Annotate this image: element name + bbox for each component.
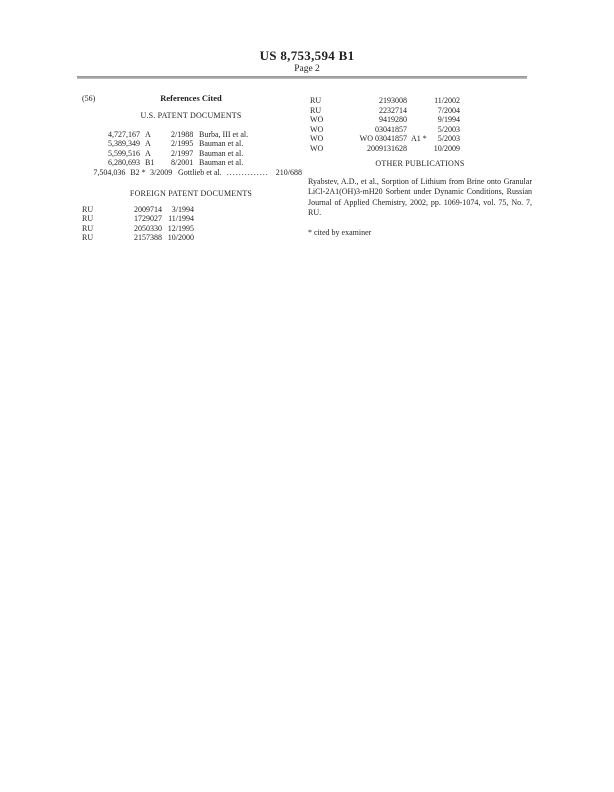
patent-number: 03041857	[375, 124, 407, 134]
references-cited-heading-row	[80, 94, 302, 104]
patent-inventor: Burba, III et al.	[199, 129, 249, 139]
kind-code-suffix	[407, 96, 432, 106]
us-patent-row	[80, 168, 302, 178]
foreign-patent-row	[80, 233, 302, 243]
us-patent-table	[80, 130, 302, 178]
kind-code-suffix	[407, 125, 432, 135]
us-patent-row	[80, 149, 302, 159]
header-divider-rule	[77, 76, 527, 79]
patent-date: 11/1994	[168, 214, 194, 223]
patent-kind-code: A	[145, 139, 151, 148]
country-code: RU	[82, 233, 94, 242]
patent-date: 10/2000	[167, 233, 194, 242]
patent-number: 7,504,036	[93, 167, 126, 177]
patent-number: 5,389,349	[108, 139, 140, 148]
page-number: Page 2	[294, 64, 320, 74]
kind-code-suffix: A1 *	[411, 134, 427, 143]
left-column	[80, 94, 302, 243]
patent-number: 4,727,167	[108, 129, 140, 139]
country-code: WO	[310, 143, 324, 153]
us-patent-row	[80, 130, 302, 140]
foreign-patent-documents-heading: FOREIGN PATENT DOCUMENTS	[129, 189, 253, 198]
foreign-patent-row	[308, 115, 532, 125]
field-code-56: (56)	[82, 94, 96, 103]
patent-date: 2/1997	[171, 148, 194, 158]
foreign-patent-row	[80, 205, 302, 215]
publication-citation: Ryabstev, A.D., et al., Sorption of Lithium from Brine onto Granular LiCl-2A1(OH)3-mH20 Sorbent under Dynamic Conditions, Russian Journal of Applied Chemistry, 2002, pp. 1069-1074, vol. 75, No. 7, RU.	[308, 176, 532, 217]
us-patent-documents-heading: U.S. PATENT DOCUMENTS	[140, 111, 242, 120]
patent-inventor: Bauman et al.	[199, 158, 244, 167]
us-patent-row	[80, 139, 302, 149]
patent-date: 9/1994	[437, 115, 460, 124]
patent-number: 2157388	[134, 233, 162, 242]
patent-date: 5/2003	[437, 134, 460, 143]
patent-number: 5,599,516	[108, 148, 140, 158]
country-code: RU	[82, 214, 94, 223]
patent-kind-code: B1	[145, 158, 155, 167]
patent-date: 5/2003	[437, 124, 460, 134]
patent-inventor: Bauman et al.	[199, 139, 244, 148]
foreign-patent-row	[308, 134, 532, 144]
patent-kind-code: A	[145, 129, 151, 139]
patent-number: WO 03041857	[359, 134, 407, 143]
patent-number: 2009131628	[367, 143, 407, 153]
foreign-patent-row	[308, 96, 532, 106]
patent-date: 10/2009	[433, 143, 460, 153]
patent-date: 3/2009	[150, 167, 173, 177]
patent-date: 2/1988	[171, 129, 194, 139]
country-code: WO	[310, 134, 324, 143]
foreign-patent-table-left	[80, 205, 302, 243]
patent-date: 3/1994	[171, 204, 194, 214]
patent-inventor: Gottlieb et al.	[178, 167, 222, 177]
other-publications-heading: OTHER PUBLICATIONS	[375, 159, 465, 168]
us-patent-row	[80, 158, 302, 168]
country-code: RU	[82, 204, 94, 214]
patent-number-title: US 8,753,594 B1	[259, 48, 355, 63]
patent-number: 1729027	[134, 214, 162, 223]
references-cited-heading: References Cited	[160, 93, 222, 103]
kind-code-suffix	[407, 144, 432, 154]
cited-by-examiner-note: * cited by examiner	[308, 227, 372, 237]
patent-number: 9419280	[379, 115, 407, 124]
foreign-patent-row	[80, 214, 302, 224]
foreign-patent-table-right	[308, 96, 532, 153]
patent-kind-code: A	[145, 148, 151, 158]
patent-number: 2193008	[379, 96, 407, 105]
kind-code-suffix	[407, 115, 432, 125]
patent-date: 2/1995	[171, 139, 194, 148]
right-column	[308, 94, 532, 237]
foreign-patent-row	[80, 224, 302, 234]
country-code: RU	[82, 223, 94, 233]
country-code: WO	[310, 124, 324, 134]
patent-number: 2232714	[379, 105, 407, 115]
country-code: RU	[310, 96, 322, 105]
patent-date: 8/2001	[171, 158, 194, 167]
patent-number: 2009714	[134, 204, 162, 214]
patent-number: 6,280,693	[108, 158, 140, 167]
patent-class: 210/688	[275, 167, 302, 177]
foreign-patent-row	[308, 106, 532, 116]
foreign-patent-row	[308, 144, 532, 154]
dot-leader: ..............	[226, 167, 269, 177]
patent-number: 2050330	[134, 223, 162, 233]
patent-kind-code: B2 *	[130, 167, 146, 177]
country-code: WO	[310, 115, 324, 124]
patent-date: 12/1995	[167, 223, 194, 233]
patent-date: 7/2004	[437, 105, 460, 115]
patent-inventor: Bauman et al.	[199, 148, 244, 158]
patent-date: 11/2002	[434, 96, 460, 105]
country-code: RU	[310, 105, 322, 115]
foreign-patent-row	[308, 125, 532, 135]
kind-code-suffix	[407, 106, 432, 116]
